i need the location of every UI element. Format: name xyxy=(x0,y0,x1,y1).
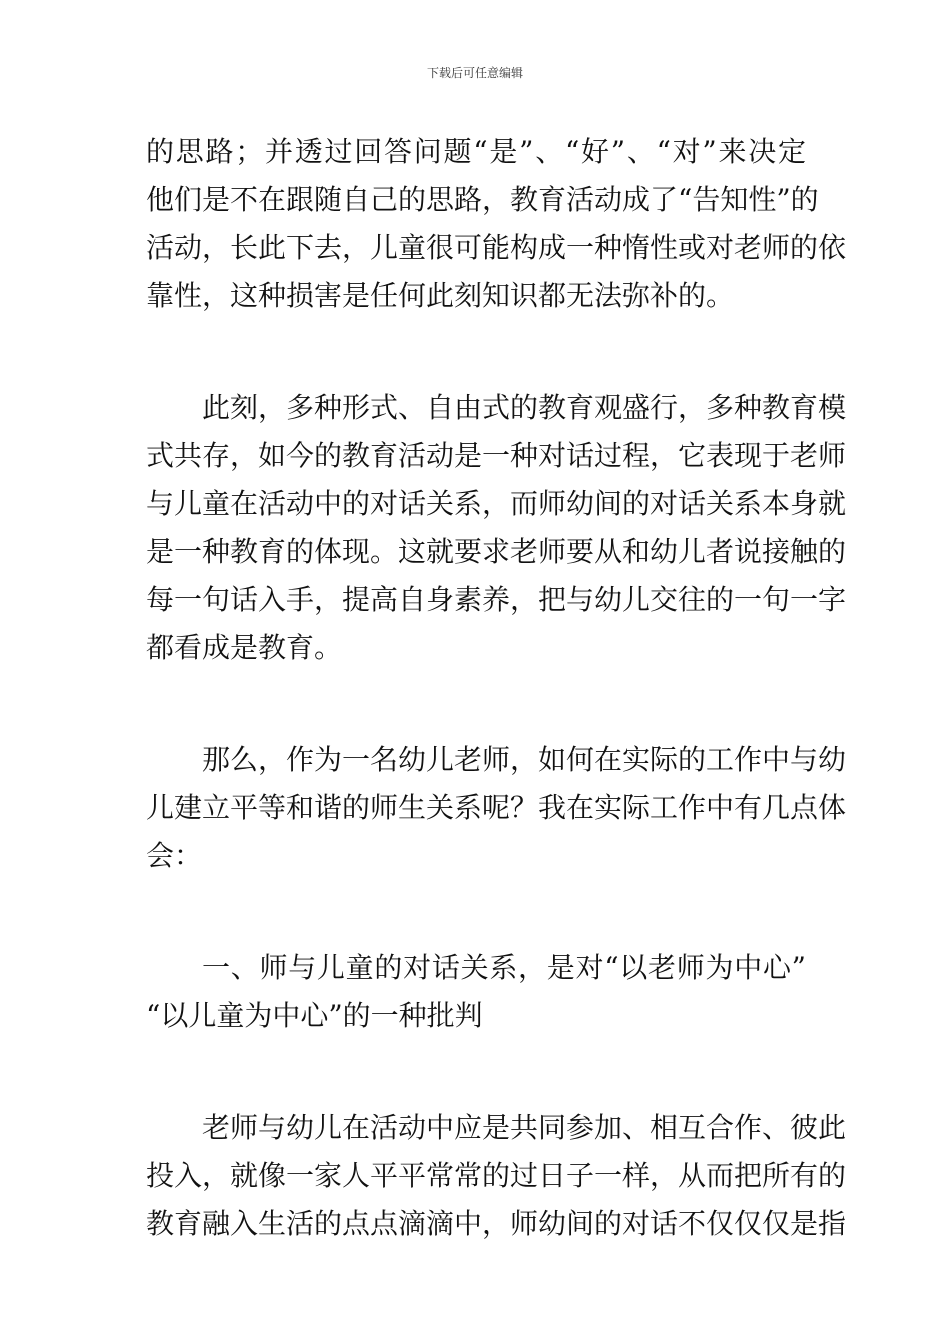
paragraph-2 xyxy=(146,384,847,672)
text-line: 一、师与儿童的对话关系，是对“以老师为中心” xyxy=(202,951,806,984)
text-line: 他们是不在跟随自己的思路，教育活动成了“告知性”的 xyxy=(146,183,819,216)
paragraph-gap xyxy=(146,1040,806,1104)
text-line: 靠性，这种损害是任何此刻知识都无法弥补的。 xyxy=(146,279,735,312)
text-line: 会： xyxy=(146,839,203,872)
page-header: 下载后可任意编辑 xyxy=(426,66,523,80)
text-line: 与儿童在活动中的对话关系，而师幼间的对话关系本身就 xyxy=(146,487,847,520)
document-body xyxy=(146,128,847,1248)
text-line: 活动，长此下去，儿童很可能构成一种惰性或对老师的依 xyxy=(146,231,847,264)
text-line: 儿建立平等和谐的师生关系呢？我在实际工作中有几点体 xyxy=(146,791,847,824)
paragraph-1 xyxy=(146,128,847,320)
paragraph-gap xyxy=(146,880,806,944)
text-line: 老师与幼儿在活动中应是共同参加、相互合作、彼此 xyxy=(202,1111,847,1144)
text-line: 的思路；并透过回答问题“是”、“好”、“对”来决定 xyxy=(146,135,806,168)
text-line: 是一种教育的体现。这就要求老师要从和幼儿者说接触的 xyxy=(146,535,847,568)
text-line: 那么，作为一名幼儿老师，如何在实际的工作中与幼 xyxy=(202,743,847,776)
paragraph-gap xyxy=(146,672,806,736)
section-heading xyxy=(146,944,806,1040)
text-line: 都看成是教育。 xyxy=(146,631,343,664)
text-line: 教育融入生活的点点滴滴中，师幼间的对话不仅仅仅是指 xyxy=(146,1207,847,1240)
text-line: 投入，就像一家人平平常常的过日子一样，从而把所有的 xyxy=(146,1159,847,1192)
text-line: 每一句话入手，提高自身素养，把与幼儿交往的一句一字 xyxy=(146,583,847,616)
text-line: 此刻，多种形式、自由式的教育观盛行，多种教育模 xyxy=(202,391,847,424)
paragraph-gap xyxy=(146,320,806,384)
text-line: 式共存，如今的教育活动是一种对话过程，它表现于老师 xyxy=(146,439,847,472)
text-line: “以儿童为中心”的一种批判 xyxy=(146,999,483,1032)
paragraph-3 xyxy=(146,736,847,880)
paragraph-5 xyxy=(146,1104,847,1248)
